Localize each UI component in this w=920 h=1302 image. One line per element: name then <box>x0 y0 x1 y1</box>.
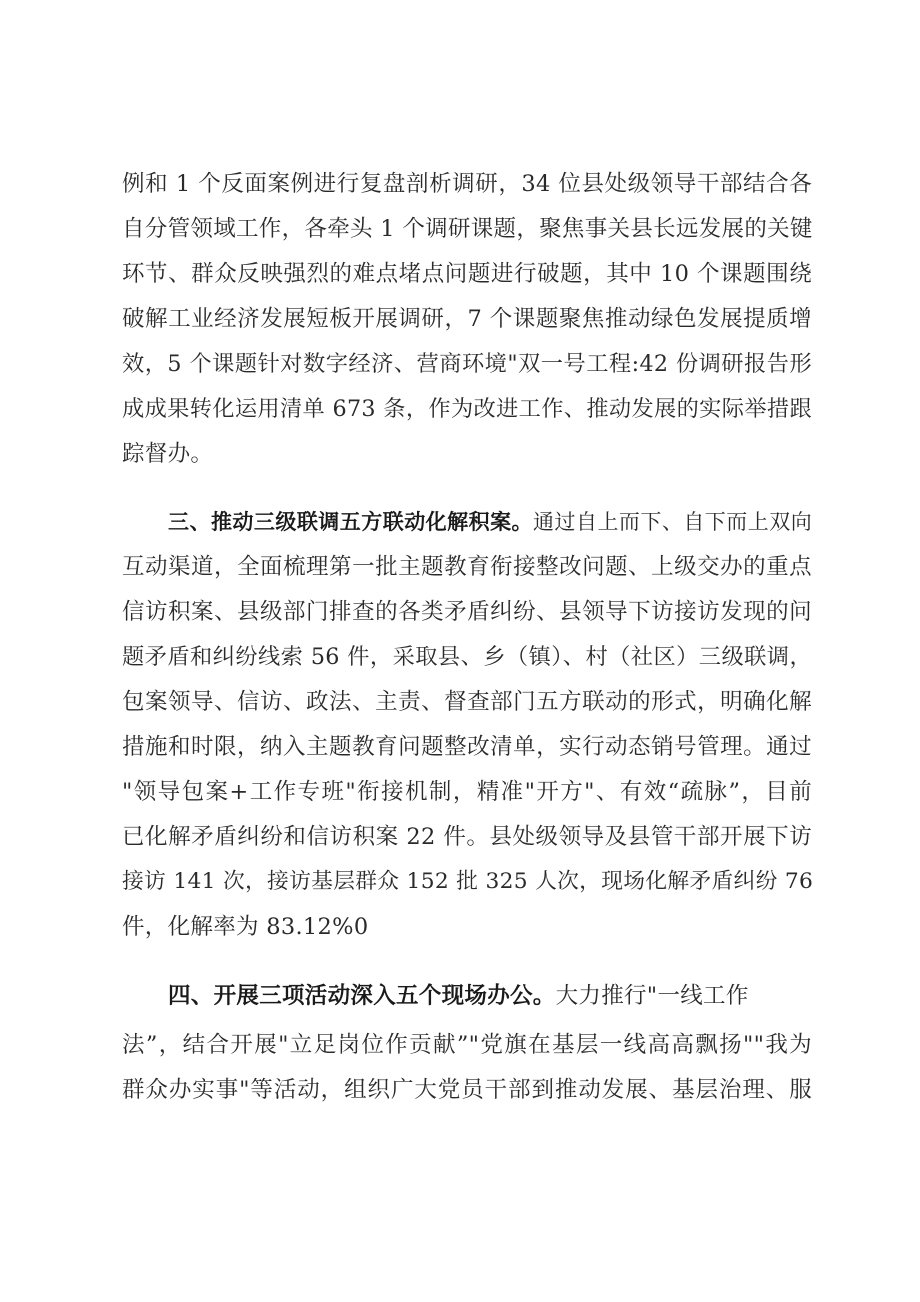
section-3-first-line <box>168 504 812 540</box>
text-line: 措施和时限，纳入主题教育问题整改清单，实行动态销号管理。通过 <box>122 734 812 760</box>
text-line: 破解工业经济发展短板开展调研，7 个课题聚焦推动绿色发展提质增 <box>122 306 812 332</box>
text-line: 成成果转化运用清单 673 条，作为改进工作、推动发展的实际举措跟 <box>122 396 812 422</box>
text-line: 信访积案、县级部门排查的各类矛盾纠纷、县领导下访接访发现的问 <box>122 599 812 625</box>
section-4-heading: 四、开展三项活动深入五个现场办公。 <box>168 983 556 1009</box>
text-line: 效，5 个课题针对数字经济、营商环境"双一号工程:42 份调研报告形 <box>122 351 812 377</box>
text-line: 群众办实事"等活动，组织广大党员干部到推动发展、基层治理、服 <box>122 1077 812 1103</box>
text-line: 互动渠道，全面梳理第一批主题教育衔接整改问题、上级交办的重点 <box>122 554 812 580</box>
text-line: 环节、群众反映强烈的难点堵点问题进行破题，其中 10 个课题围绕 <box>122 261 812 287</box>
section-4-first-line <box>168 978 812 1014</box>
section-4-first-line-text: 大力推行"一线工作 <box>555 983 749 1009</box>
section-3-first-line-text: 通过自上而下、自下而上双向 <box>533 510 812 534</box>
text-line: 踪督办。 <box>122 441 214 467</box>
text-line: 已化解矛盾纠纷和信访积案 22 件。县处级领导及县管干部开展下访 <box>122 824 812 850</box>
text-line: 例和 1 个反面案例进行复盘剖析调研，34 位县处级领导干部结合各 <box>122 171 812 197</box>
text-line: "领导包案+工作专班"衔接机制，精准"开方"、有效“疏脉”，目前 <box>122 779 812 805</box>
text-line: 自分管领域工作，各牵头 1 个调研课题，聚焦事关县长远发展的关键 <box>122 216 813 242</box>
text-line: 接访 141 次，接访基层群众 152 批 325 人次，现场化解矛盾纠纷 76 <box>122 869 814 894</box>
text-line: 题矛盾和纠纷线索 56 件，采取县、乡（镇）、村（社区）三级联调， <box>122 644 812 670</box>
text-line: 包案领导、信访、政法、主责、督查部门五方联动的形式，明确化解 <box>122 689 812 715</box>
section-3-heading: 三、推动三级联调五方联动化解积案。 <box>168 510 534 534</box>
text-line: 件，化解率为 83.12%0 <box>122 914 369 940</box>
text-line: 法”，结合开展"立足岗位作贡献”"党旗在基层一线高高飘扬""我为 <box>122 1032 812 1058</box>
